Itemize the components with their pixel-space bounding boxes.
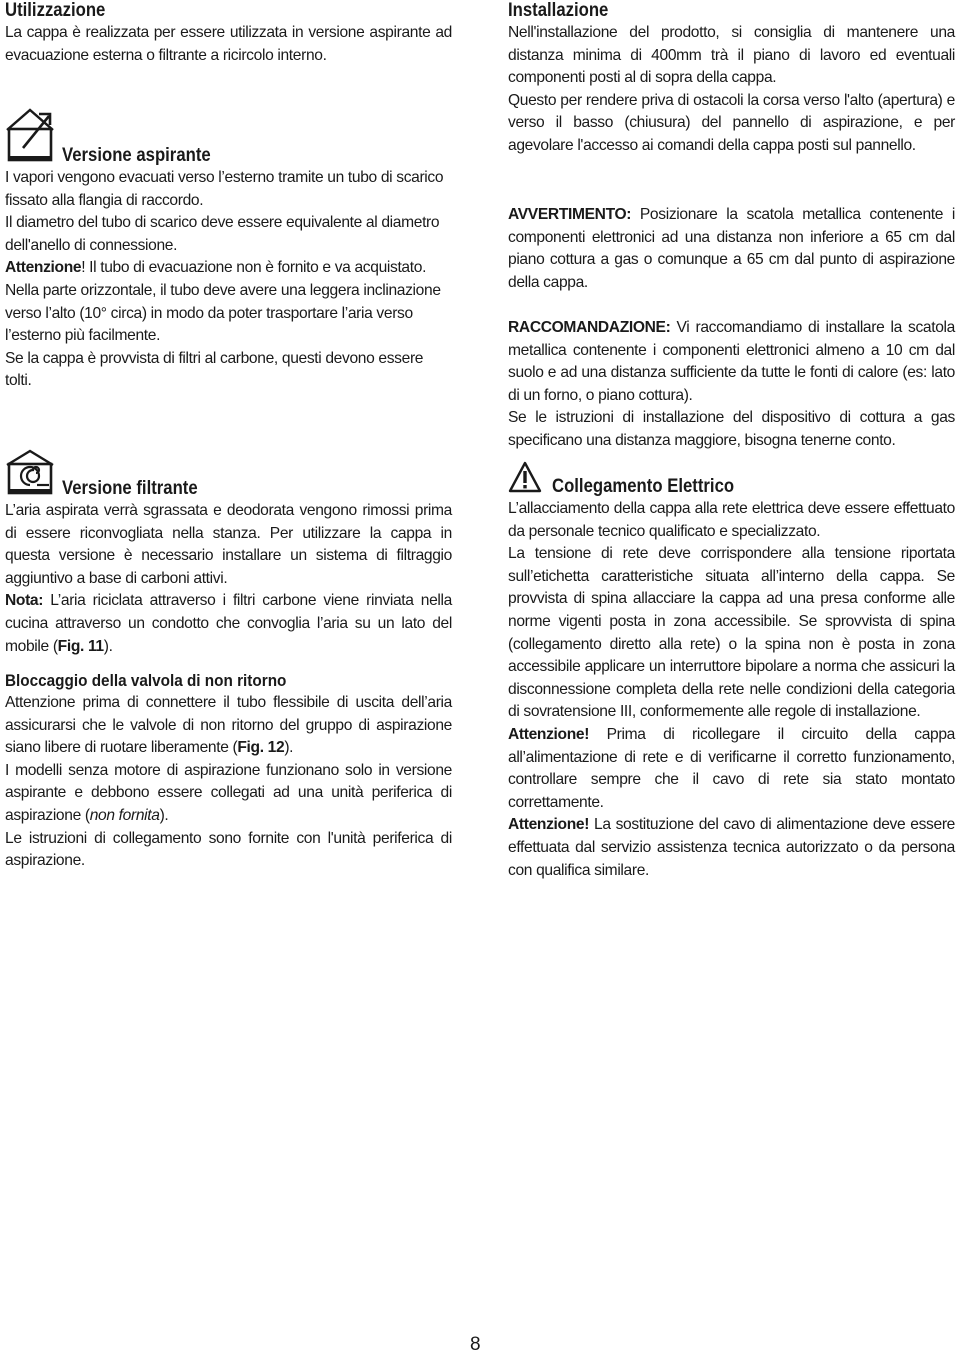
section-title: Installazione [508, 0, 609, 21]
section-header [5, 106, 452, 167]
paragraph [5, 760, 452, 828]
section-title: Versione filtrante [62, 478, 198, 499]
paragraph: L’allacciamento della cappa alla rete elettrica deve essere effettuato da personale tecnico qualificato e specializzato. [508, 500, 955, 540]
page-number: 8 [470, 1334, 481, 1355]
figure-reference: Fig. 11 [57, 637, 104, 655]
paragraph: La cappa è realizzata per essere utilizzata in versione aspirante ad evacuazione esterna o filtrante a ricircolo interno. [5, 24, 452, 64]
section-installazione [508, 0, 955, 158]
paragraph: Nella parte orizzontale, il tubo deve avere una leggera inclinazione verso l’alto (10° circa) in modo da poter trasportare l’aria verso l’esterno più facilmente. [5, 281, 441, 345]
section-title: Bloccaggio della valvola di non ritorno [5, 671, 287, 690]
paragraph-text: L’aria riciclata attraverso i filtri carbone viene rinviata nella cucina attraverso un condotto che convoglia l’aria su un lato del mobile ( [5, 592, 452, 655]
paragraph-text: Vi raccomandiamo di installare la scatola metallica contenente i componenti elettronici almeno a 10 cm dal suolo e ad una distanza sufficiente da tutte le fonti di calore (es: lato di un forno, o piano cottura). [508, 319, 955, 404]
paragraph-text: ). [103, 637, 113, 655]
recommendation-label: RACCOMANDAZIONE: [508, 319, 671, 336]
section-collegamento-elettrico [508, 461, 955, 882]
section-bloccaggio [5, 670, 452, 873]
section-title: Versione aspirante [62, 145, 211, 166]
paragraph-text: Attenzione prima di connettere il tubo flessibile di uscita dell’aria assicurarsi che le valvole di non ritorno del gruppo di aspirazione siano libere di ruotare liberamente ( [5, 694, 452, 757]
paragraph [508, 814, 955, 882]
note-label: Nota: [5, 592, 44, 610]
paragraph-text: Prima di ricollegare il circuito della cappa all’alimentazione di rete e di verificarne il corretto funzionamento, controllare sempre che il cavo di rete sia stato montato correttamente. [508, 725, 955, 811]
section-header [508, 461, 955, 498]
paragraph [5, 257, 452, 280]
section-utilizzazione [5, 0, 452, 67]
paragraph: Questo per rendere priva di ostacoli la corsa verso l'alto (apertura) e verso il basso (chiusura) del pannello di aspirazione, e per agevolare l'accesso ai comandi della cappa posti sul pannello. [508, 91, 955, 154]
paragraph: Nell'installazione del prodotto, si consiglia di mantenere una distanza minima di 400mm trà il piano di lavoro ed eventuali componenti posti al di sopra della cappa. [508, 24, 955, 87]
attention-label: Attenzione [5, 259, 82, 277]
warning-label: AVVERTIMENTO: [508, 206, 632, 223]
paragraph: La tensione di rete deve corrispondere alla tensione riportata sull’etichetta caratteristiche situata all’interno della cappa. Se provvista di spina allacciare la cappa ad una presa conforme alle norme vigenti posta in zona accessibile. Se sprovvista di spina (collegamento diretto alla rete) o la spina non è posta in zona accessibile applicare un interruttore bipolare a norma che assicuri la disconnessione completa della rete nelle condizioni della categoria di sovratensione III, conformemente alle regole di installazione. [508, 545, 955, 721]
section-title: Utilizzazione [5, 0, 106, 21]
attention-label: Attenzione! [508, 725, 590, 743]
section-title: Collegamento Elettrico [552, 476, 735, 497]
section-versione-aspirante [5, 106, 452, 393]
paragraph: L’aria aspirata verrà sgrassata e deodorata vengono rimossi prima di essere riconvogliata nella stanza. Per utilizzare la cappa in questa versione è necessario installare un sistema di filtraggio aggiuntivo a base di carboni attivi. [5, 502, 452, 587]
section-header [5, 449, 452, 500]
attention-label: Attenzione! [508, 816, 590, 834]
recirculation-filter-icon [5, 449, 55, 500]
italic-note: non fornita [89, 806, 160, 824]
paragraph-text: ). [284, 739, 294, 757]
paragraph [5, 692, 452, 760]
paragraph-text: Posizionare la scatola metallica contenente i componenti elettronici ad una distanza non inferiore a 65 cm dal piano cottura a gas o comunque a 65 cm dal punto di aspirazione della cappa. [508, 206, 955, 291]
section-avvertimento [508, 204, 955, 294]
paragraph: Le istruzioni di collegamento sono fornite con l'unità periferica di aspirazione. [5, 829, 452, 870]
paragraph [508, 724, 955, 814]
paragraph: Se la cappa è provvista di filtri al carbone, questi devono essere tolti. [5, 349, 424, 390]
paragraph-text: La sostituzione del cavo di alimentazione deve essere effettuata dal servizio assistenza tecnica autorizzato o da persona con qualifica similare. [508, 816, 955, 879]
section-raccomandazione [508, 317, 955, 453]
paragraph: Se le istruzioni di installazione del dispositivo di cottura a gas specificano una distanza maggiore, bisogna tenerne conto. [508, 409, 955, 449]
paragraph-text: ! Il tubo di evacuazione non è fornito e va acquistato. [81, 259, 427, 277]
paragraph [508, 204, 955, 294]
paragraph [5, 590, 452, 658]
paragraph-text: ). [159, 806, 169, 824]
paragraph-text: I modelli senza motore di aspirazione funzionano solo in versione aspirante e debbono essere collegati ad una unità periferica di aspirazione ( [5, 761, 452, 824]
figure-reference: Fig. 12 [237, 739, 285, 757]
warning-triangle-icon [508, 461, 542, 498]
exhaust-outlet-icon [5, 106, 55, 167]
paragraph: Il diametro del tubo di scarico deve essere equivalente al diametro dell'anello di connessione. [5, 214, 440, 254]
paragraph [508, 317, 955, 407]
paragraph: I vapori vengono evacuati verso l’esterno tramite un tubo di scarico fissato alla flangia di raccordo. [5, 169, 444, 209]
section-versione-filtrante [5, 449, 452, 658]
